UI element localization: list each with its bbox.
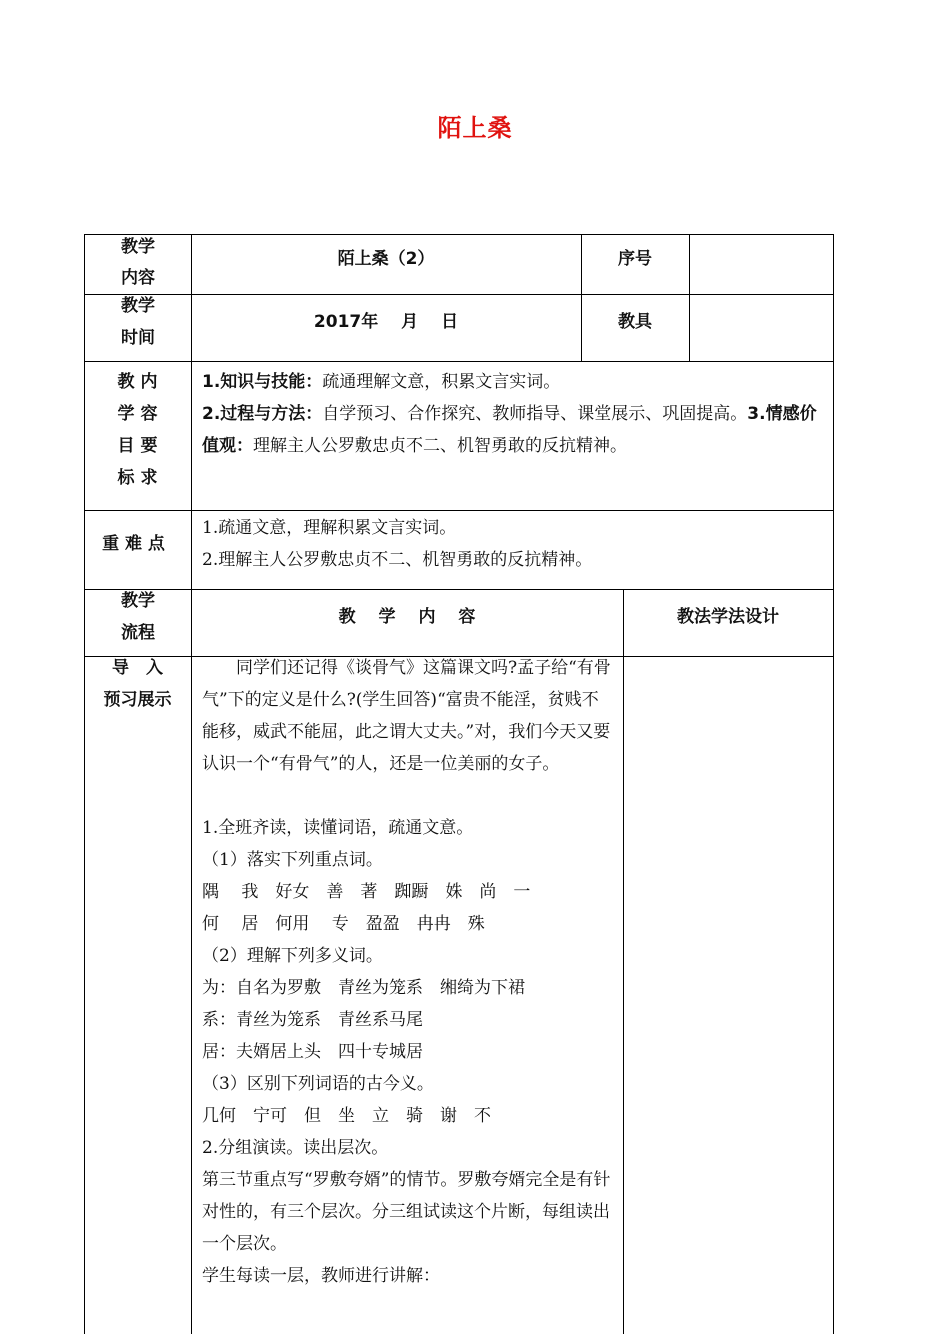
teaching-tools-label: 教具	[618, 312, 652, 332]
page-title: 陌上桑	[437, 114, 513, 142]
content-header: 教 学 内 容	[338, 607, 476, 627]
key-points-label: 重 难 点	[102, 534, 165, 554]
method-header: 教法学法设计	[677, 607, 779, 627]
section-preview-content: 同学们还记得《谈骨气》这篇课文吗?孟子给“有骨气”下的定义是什么?(学生回答)“富贵不能淫，贫贱不能移，威武不能屈，此之谓大丈夫。”对，我们今天又要认识一个“有骨气”的人，还是一位美丽的女子。 1.全班齐读，读懂词语，疏通文意。 （1）落实下列重点词。 隅 我 好女 善 著 踟蹰 姝 尚 一 何 居 何用 专 盈盈 冉冉 殊 （2）理解下列多义词。 为：自名为罗敷 青丝为笼系 缃绮为下裙 系：青丝为笼系 青丝系马尾 居：夫婿居上头 四十专城居 （3）区别下列词语的古今义。 几何 宁可 但 坐 立 骑 谢 不 2.分组演读。读出层次。 第三节重点写“罗敷夸婿”的情节。罗敷夸婿完全是有针对性的，有三个层次。分三组试读这个片断，每组读出一个层次。 学生每读一层，教师进行讲解：	[202, 658, 611, 1286]
teaching-content-value: 陌上桑（2）	[337, 249, 435, 269]
sequence-label: 序号	[618, 249, 652, 269]
teaching-content-label: 教学内容	[121, 237, 155, 288]
teaching-date-value: 2017年 月 日	[313, 312, 459, 332]
flow-label: 教学流程	[121, 591, 155, 643]
key-points-content: 1.疏通文意，理解积累文言实词。 2.理解主人公罗敷忠贞不二、机智勇敢的反抗精神。	[202, 518, 593, 570]
teaching-time-label: 教学时间	[121, 296, 155, 348]
goals-content: 1.知识与技能：疏通理解文意，积累文言实词。 2.过程与方法：自学预习、合作探究、教师指导、课堂展示、巩固提高。3.情感价值观：理解主人公罗敷忠贞不二、机智勇敢的反抗精神。	[202, 372, 817, 456]
goals-label: 教 内 学 容 目 要 标 求	[117, 372, 158, 488]
section-preview-label: 导 入 预习展示	[103, 658, 172, 710]
